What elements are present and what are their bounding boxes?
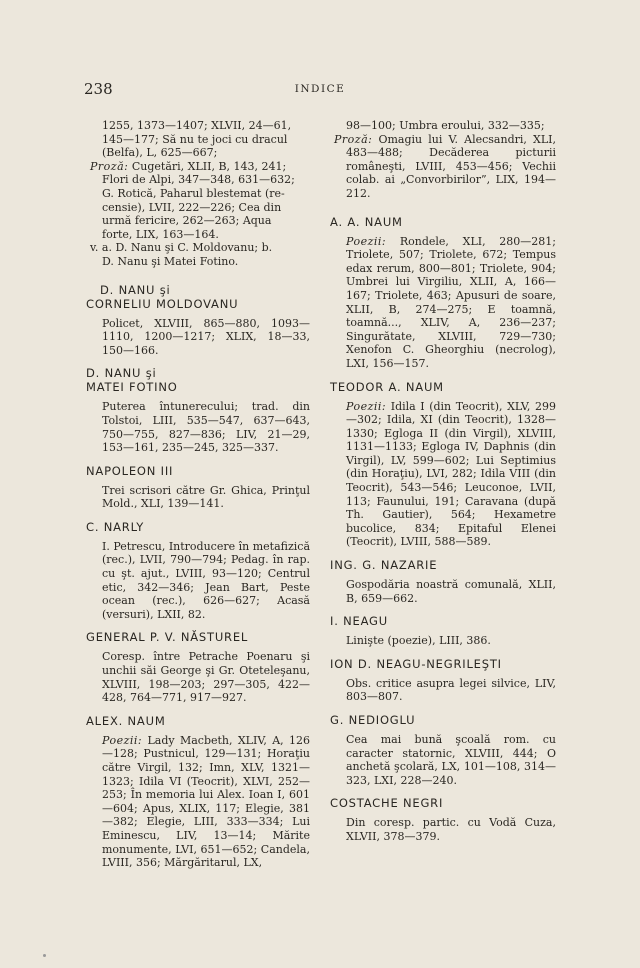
index-entry: [330, 380, 556, 550]
index-entry: [86, 366, 310, 454]
index-entry: [86, 464, 310, 511]
author-name: A. A. NAUM: [330, 214, 403, 229]
continued-entry: [330, 119, 556, 201]
author-name: ING. G. NAZARIE: [330, 558, 438, 573]
speck: [43, 954, 46, 957]
entry-text: I. Petrescu, Introducere în metafizică (rec.), LVII, 790—794; Pedag. în rap. cu şt. ajut., LVIII, 93—120; Centrul etic, 342—346; Jean Bart, Peste ocean (rec.), 626—627; Acasă (versuri), LXII, 82.: [102, 539, 311, 621]
proza-block: Proză: Omagiu lui V. Alecsandri, XLI, 483—488; Decăderea picturii româneşti, LVIII, 453—456; Vechii colab. ai „Convorbirilor”, LIX, 194—212.: [334, 132, 556, 200]
entry-text: Poezii: Lady Macbeth, XLIV, A, 126—128; Pustnicul, 129—131; Horaţiu către Virgil, 132; Imn, XLV, 1321—1323; Idila VI (Teocrit), XLVI, 252—253; În memoria lui Alex. Ioan I, 601—604; Apus, XLIX, 117; Elegie, 381—382; Elegie, LIII, 333—334; Lui Eminescu, LIV, 13—14; Mărite monumente, LVI, 651—652; Candela, LVIII, 356; Mărgăritarul, LX,: [102, 733, 310, 870]
entry-text: Puterea întunerecului; trad. din Tolstoi, LIII, 535—547, 637—643, 750—755, 827—836; LIV, 21—29, 153—161, 235—245, 325—337.: [102, 400, 310, 455]
author-name: ALEX. NAUM: [86, 713, 166, 728]
continued-entry: [86, 119, 310, 269]
page-number: 238: [84, 80, 113, 98]
index-entry: [86, 714, 310, 870]
index-entry: [330, 713, 556, 787]
entry-text: Coresp. între Petrache Poenaru şi unchii săi George şi Gr. Oteteleşanu, XLVIII, 198—203; 297—305, 422—428, 764—771, 917—927.: [102, 650, 310, 705]
poezii-label: Poezii:: [102, 733, 143, 747]
poezii-label: Poezii:: [346, 234, 387, 248]
proza-label: Proză:: [334, 132, 373, 146]
entry-text: Cea mai bună şcoală rom. cu caracter statornic, XLVIII, 444; O anchetă şcolară, LX, 101—108, 314—323, LXI, 228—240.: [346, 733, 556, 787]
proza-label: Proză:: [90, 159, 129, 173]
entry-text: 1255, 1373—1407; XLVII, 24—61, 145—177; Să nu te joci cu dracul (Belfa), L, 625—667;: [102, 119, 292, 160]
author-name: I. NEAGU: [330, 614, 388, 629]
entry-text: Trei scrisori către Gr. Ghica, Prinţul Mold., XLI, 139—141.: [102, 483, 310, 511]
author-name: D. NANU şi MATEI FOTINO: [86, 366, 178, 395]
author-name: ION D. NEAGU-NEGRILEŞTI: [330, 656, 502, 671]
entry-text: Poezii: Idila I (din Teocrit), XLV, 299—302; Idila, XI (din Teocrit), 1328—1330; Egloga II (din Virgil), XLVIII, 1131—1133; Egloga IV, Daphnis (din Virgil), LV, 599—602; Lui Septimius (din Horaţiu), LVI, 282; Idila VIII (din Teocrit), 543—546; Leuconoe, LVII, 113; Faunului, 191; Caravana (după Th. Gautier), 564; Hexametre bucolice, 834; Epitaful Elenei (Teocrit), LVIII, 588—589.: [346, 399, 556, 549]
author-name: D. NANU şi CORNELIU MOLDOVANU: [86, 282, 239, 311]
author-name: GENERAL P. V. NĂSTUREL: [86, 630, 249, 645]
index-entry: [330, 215, 556, 371]
entry-text: Policet, XLVIII, 865—880, 1093—1110, 1200—1217; XLIX, 18—33, 150—166.: [102, 316, 310, 357]
index-entry: [330, 657, 556, 704]
poezii-label: Poezii:: [346, 399, 387, 413]
index-entry: [330, 614, 556, 648]
author-name: COSTACHE NEGRI: [330, 796, 444, 811]
author-name: G. NEDIOGLU: [330, 713, 416, 727]
page-header: [0, 80, 640, 102]
entry-text: 98—100; Umbra eroului, 332—335;: [346, 119, 545, 132]
index-entry: [86, 520, 310, 622]
right-column: [330, 119, 556, 853]
index-entry: [330, 558, 556, 605]
author-name: TEODOR A. NAUM: [330, 379, 444, 394]
entry-text: Poezii: Rondele, XLI, 280—281; Triolete, 507; Triolete, 672; Tempus edax rerum, 800—801; Triolete, 904; Umbrei lui Virgiliu, XLII, A, 166—167; Triolete, 463; Apusuri de soare, XLII, B, 274—275; E toamnă, toamnă..., XLIV, A, 236—237; Singurătate, XLVIII, 729—730; Xenofon C. Gheorghiu (necrolog), LXI, 156—157.: [346, 234, 556, 370]
index-entry: [86, 283, 310, 358]
entry-text: Din coresp. partic. cu Vodă Cuza, XLVII, 378—379.: [346, 816, 556, 843]
left-column: [86, 119, 310, 879]
entry-text: Obs. critice asupra legei silvice, LIV, 803—807.: [346, 676, 556, 704]
see-also: v. a. D. Nanu şi C. Moldovanu; b. D. Nanu şi Matei Fotino.: [90, 241, 273, 268]
index-entry: [330, 796, 556, 843]
author-name: C. NARLY: [86, 519, 145, 534]
proza-block: Proză: Cugetări, XLII, B, 143, 241; Flori de Alpi, 347—348, 631—632; G. Rotică, Paharul blestemat (re- censie), LVII, 222—226; Cea din urmă fericire, 262—263; Aqua forte, LIX, 163—164.: [90, 159, 295, 241]
running-head: INDICE: [294, 83, 346, 95]
entry-text: Gospodăria noastră comunală, XLII, B, 659—662.: [346, 578, 556, 605]
index-entry: [86, 630, 310, 704]
entry-text: Linişte (poezie), LIII, 386.: [346, 634, 491, 648]
author-name: NAPOLEON III: [86, 463, 174, 478]
